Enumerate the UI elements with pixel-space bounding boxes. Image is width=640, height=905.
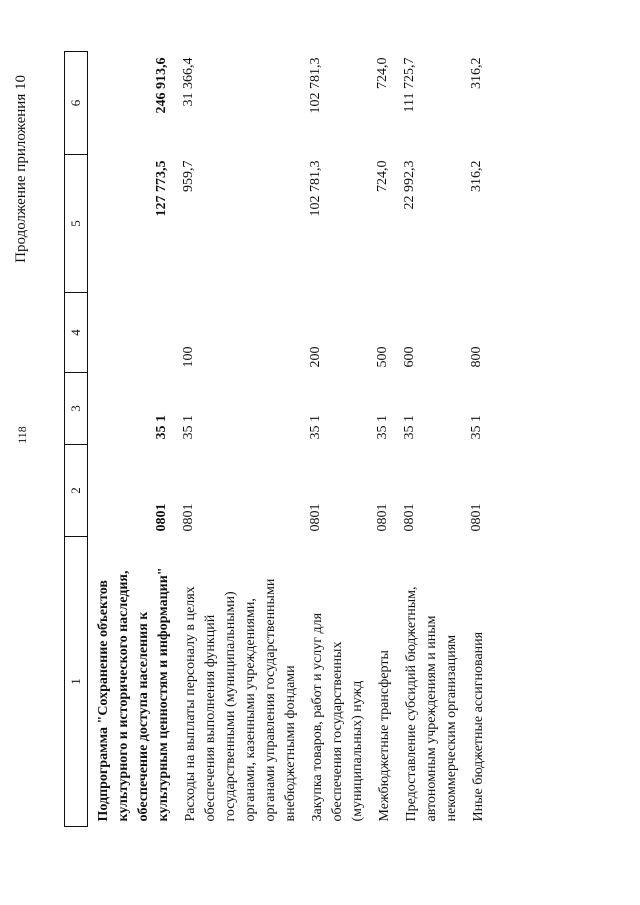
header-col-3: 3: [65, 373, 88, 445]
row-amount-6: 102 781,3: [308, 57, 323, 114]
header-col-4: 4: [65, 293, 88, 373]
row-target: 35 1: [375, 415, 390, 440]
row-name: Иные бюджетные ассигнования: [471, 631, 486, 822]
page-number: 118: [15, 426, 29, 444]
header-col-1: 1: [65, 537, 88, 827]
row-amount-5: 22 992,3: [402, 160, 417, 210]
row-section: 0801: [375, 503, 390, 532]
row-section: 0801: [402, 503, 417, 532]
row-amount-6: 246 913,6: [154, 57, 169, 114]
row-target: 35 1: [308, 415, 323, 440]
row-name: Предоставление субсидий бюджетным, автономным учреждениям и иным некоммерческим организациям: [404, 586, 459, 822]
row-amount-6: 316,2: [469, 57, 484, 89]
row-amount-6: 724,0: [375, 57, 390, 89]
table-header: [65, 52, 88, 827]
row-amount-5: 127 773,5: [154, 160, 169, 217]
row-name: Подпрограмма "Сохранение объектов культурного и исторического наследия, обеспечение доступа населения к культурным ценностям и информации": [96, 567, 171, 822]
table-row: [371, 52, 398, 827]
table-row: [88, 52, 178, 827]
row-expense-type: 600: [402, 346, 417, 368]
row-name: Закупка товаров, работ и услуг для обеспечения государственных (муниципальных) нужд: [310, 612, 365, 822]
row-target: 35 1: [469, 415, 484, 440]
row-target: 35 1: [154, 415, 169, 440]
continuation-title: Продолжение приложения 10: [13, 75, 29, 263]
row-expense-type: 500: [375, 346, 390, 368]
table-row: [304, 52, 371, 827]
row-section: 0801: [308, 503, 323, 532]
row-target: 35 1: [402, 415, 417, 440]
header-col-2: 2: [65, 445, 88, 537]
row-section: 0801: [469, 503, 484, 532]
header-col-6: 6: [65, 52, 88, 155]
row-amount-5: 316,2: [469, 160, 484, 192]
row-section: 0801: [154, 503, 169, 532]
header-col-5: 5: [65, 155, 88, 293]
row-name: Межбюджетные трансферты: [377, 650, 392, 822]
row-amount-6: 31 366,4: [181, 57, 196, 107]
row-expense-type: [88, 293, 178, 373]
row-expense-type: 800: [469, 346, 484, 368]
row-expense-type: 100: [181, 346, 196, 368]
row-target: 35 1: [181, 415, 196, 440]
budget-table: [64, 51, 492, 827]
row-amount-5: 724,0: [375, 160, 390, 192]
row-expense-type: 200: [308, 346, 323, 368]
row-amount-5: 959,7: [181, 160, 196, 192]
row-amount-6: 111 725,7: [402, 57, 417, 113]
table-row: [465, 52, 492, 827]
table-row: [398, 52, 465, 827]
row-section: 0801: [181, 503, 196, 532]
table-row: [177, 52, 304, 827]
row-name: Расходы на выплаты персоналу в целях обеспечения выполнения функций государственными (муниципальными) органами, казенными учреждениями, органами управления государственными внебюджетными фондами: [183, 578, 298, 822]
row-amount-5: 102 781,3: [308, 160, 323, 217]
